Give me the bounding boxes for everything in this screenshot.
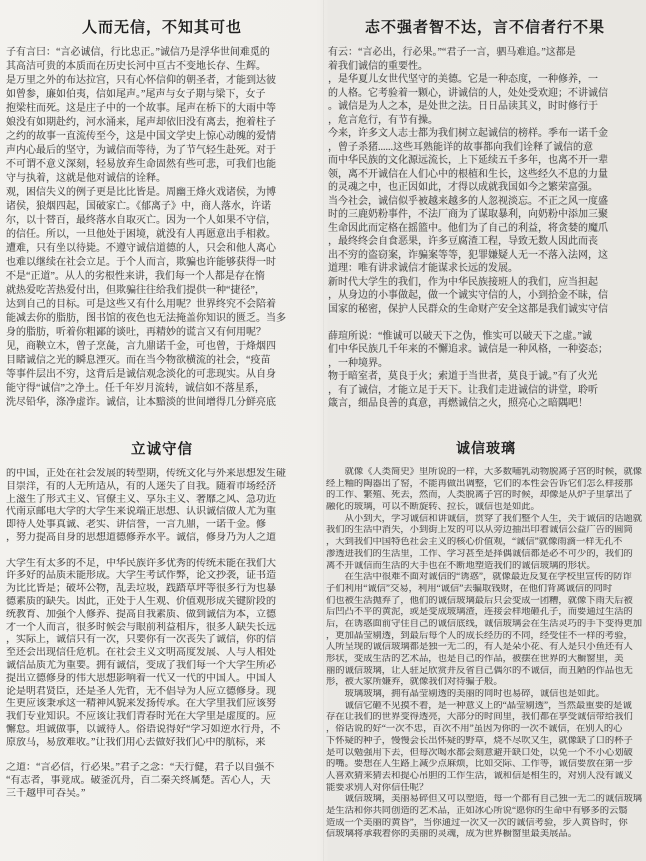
text-line: 统教育、加强个人修养、提高自我素质、做到诚信为本，立德 — [6, 608, 276, 620]
text-line: 上滋生了形式主义、官僚主义、享乐主义、奢靡之风、急功近 — [6, 493, 276, 505]
text-line: 守与执着，这就是他对诚信的诠释。 — [6, 173, 166, 184]
text-line: 子们利用“诚信”交易，利用“诚信”去骗取钱财，在他们背离诚信的同时 — [326, 583, 613, 594]
text-line: 们中华民族几千年来的不懈追求。诚信是一种风格，一种姿态； — [328, 344, 608, 355]
text-line: 大学生有太多的不足，中华民族许多优秀的传统未能在我们大 — [6, 557, 276, 569]
text-line — [328, 316, 642, 330]
text-line: “有志者，事竟成。破釜沉舟，百二秦关终属楚。苦心人，天 — [6, 775, 271, 787]
essay-title: 人而无信，不知其可也 — [81, 20, 242, 36]
text-line: 而中华民族的文化源远流长，上下延续五千多年，也离不开一辈 — [328, 155, 608, 166]
text-line: 之约的故事一直流传至今，这是中国文学史上惊心动魄的爱情 — [6, 131, 276, 142]
essay-body — [328, 46, 642, 411]
text-line: 为比比皆是；破坏公物，乱丢垃圾，践踏草坪等很多行为也暴 — [6, 583, 276, 595]
text-line: 物于暗室者，莫良于火；索道于当世者，莫良于诚。”有了火光 — [328, 371, 598, 382]
text-line: 至还会出现信任危机。在社会主义文明高度发展、人与人相处 — [6, 647, 276, 659]
text-line: 身的脂肪，听着你粗鄙的谈吐，再精妙的谎言又有何用呢？ — [6, 327, 266, 338]
text-line — [6, 545, 318, 558]
text-line: 经上釉的陶器出了窑，不能再做出调整，它们的本性会告诉它们怎么样接那 — [326, 478, 633, 489]
text-line: 诸侯，狼烟四起，国破家亡。《郁离子》中，商人落水，许诺 — [6, 201, 271, 212]
text-line: 诚信玻璃，美丽易碎但又可以塑造，每一个都有自己独一无二的诚信玻璃 — [326, 794, 643, 805]
text-line: ，一种境界。 — [328, 357, 388, 369]
text-line: 出不穷的盗窃案，诈骗案等等，犯罪嫌疑人无一不落入法网，这 — [328, 249, 608, 261]
text-line: 下怀疑的种子，慢慢会长出怀疑的野草，烧不尽吹又生，就像缺了口的杯子 — [326, 735, 633, 746]
text-line: 的工作、繁殖、死去，然而，人类脱离子宫的时候，却像是从炉子里拿出了 — [326, 490, 633, 501]
text-line: 见，商鞅立木，曾子烹彘，言九鼎诺千金，可也曾，于烽烟四 — [6, 341, 276, 352]
text-line: 融化的玻璃，可以不断旋转、拉长，诚信也是如此。 — [326, 502, 540, 513]
text-line: 达到自己的目标。可是这些又有什么用呢？世界终究不会陪着 — [6, 299, 276, 310]
text-line: 信玻璃将承载着你的美丽的灵魂，成为世界橱窗里最美展品。 — [326, 829, 578, 840]
text-line: 生命因此而定格在摇篮中。他们为了自己的利益，将贪婪的魔爪 — [328, 222, 608, 234]
text-line: 道理：唯有讲求诚信才能谋求长远的发展。 — [328, 263, 518, 274]
text-line: 目睹诚信之光的瞬息湮灭。而在当今物欲横流的社会，“疫苗 — [6, 355, 271, 366]
essay-bottom-left — [6, 438, 318, 801]
essay-title: 立诚守信 — [131, 442, 193, 458]
text-line: 生更应该秉承这一精神风貌来发扬传承。在大学里我们应该努 — [6, 698, 276, 710]
text-line: 才一个人而言，很多时候会与眼前利益相斥，很多人缺失长远 — [6, 621, 276, 633]
text-line: 人所呈现的诚信玻璃都是独一无二的，有人是朵小花、有人是只小鱼还有人 — [326, 642, 633, 653]
text-line: 从小到大，学习诚信和讲诚信，贯穿了我们整个人生，关于诚信的话题就 — [326, 513, 643, 524]
text-line: 领，离不开诚信在人们心中的根植和生长，这些经久不息的力量 — [328, 168, 608, 180]
text-line: 新时代大学生的我们，作为中华民族接班人的我们，应当担起 — [328, 276, 598, 288]
text-line: ，实际上，诚信只有一次，只要你有一次丧失了诚信，你的信 — [6, 634, 276, 646]
text-line: 也难以继续在社会立足。于个人而言，欺骗也许能够获得一时 — [6, 257, 276, 268]
text-line: 的中国，正处在社会发展的转型期，传统文化与外来思想发生碰 — [6, 468, 286, 479]
text-line: 。诚信是为人之本，是处世之法。日日品读其义，时时修行于 — [328, 101, 598, 112]
text-line: ，曾子杀猪......这些耳熟能详的故事都向我们诠释了诚信的意 — [328, 141, 593, 153]
text-line: 其高洁可贵的本质而在历史长河中亘古不变地长存、生辉。 — [6, 61, 266, 72]
text-line: 我们专业知识。不应该让我们青春时光在大学里是虚度的。应 — [6, 711, 276, 723]
text-line: 今来，许多文人志士都为我们树立起诚信的榜样。季布一诺千金 — [328, 128, 608, 139]
text-line: 离不开诚信而生活的大手也在不断地塑造我们的诚信玻璃的形状。 — [326, 560, 596, 571]
essay-top-left — [6, 16, 318, 410]
text-line — [6, 750, 318, 763]
essay-bottom-right — [326, 438, 646, 841]
text-line: 许多好的品质未能形成。大学生考试作弊，论文抄袭，证书造 — [6, 570, 276, 582]
text-line: 玻璃玻璃，拥有晶莹剔透的美丽的同时也易碎，诚信也是如此。 — [326, 689, 605, 700]
text-line: 的信任。所以，一旦他处于困境，就没有人再愿意出手相救。 — [6, 229, 276, 240]
text-line: ，有了诚信，才能立足于天下。让我们走进诚信的讲堂，聆听 — [328, 384, 598, 396]
text-line: 子有言曰：“言必诚信，行比忠正。”诚信乃是浮华世间难觅的 — [6, 47, 270, 58]
text-line: 形状，变成生活的艺术品，也是自己的作品，被摆在世界的大橱窗里，美 — [326, 654, 624, 664]
text-line: 娘没有如期赴约，河水涌来，尾声却依旧没有离去，抱着柱子 — [6, 117, 276, 128]
text-line: 如曾参，廉如伯夷，信如尾声。”尾声与女子期与梁下，女子 — [6, 89, 266, 100]
text-line: 是万里之外的布达拉宫，只有心怀信仰的朝圣者，才能到达彼 — [6, 75, 276, 86]
text-line: 箴言，细品良善的真意，再燃诚信之火，照亮心之暗隅吧！ — [328, 398, 588, 409]
text-line: ，危言危行，有节有操。 — [328, 114, 438, 126]
text-line: 的灵魂之中，也正因如此，才得以成就我国如今之繁荣富强。 — [328, 182, 598, 193]
text-line: 丽的诚信玻璃，让人驻足欣赏并反省自己偶尔的不诚信，而丑陋的作品也无 — [326, 665, 633, 676]
text-line: 是可以勉强用下去，但每次喝水都会刻意避开缺口处，以免一个不小心划破 — [326, 747, 633, 758]
essay-body — [326, 467, 646, 841]
text-line: 德素质的缺失。因此，正处于人生观、价值观形成关键阶段的 — [6, 595, 276, 607]
text-line: 就热爱吃苦热爱付出，但欺骗往往给我们提供一种“捷径”， — [6, 285, 265, 296]
text-line: 时的三鹿奶粉事件，不法厂商为了谋取暴利，向奶粉中添加三聚 — [328, 209, 608, 220]
text-line: 之道：“言必信，行必果。”君子之念：“天行健，君子以自强不 — [6, 762, 275, 774]
text-line: 存在让我们的世界变得透亮，大部分的时间里，我们都在享受诚信带给我们 — [326, 712, 633, 723]
text-line: 能要求别人对你信任呢？ — [326, 782, 429, 793]
text-line: ，俗话说的好“一次不忠，百次不用”虽因为你的一次不诚信，在别人的心 — [326, 724, 623, 735]
text-line: 等事件层出不穷，这背后是诚信观念淡化的可悲现实。从自身 — [6, 369, 276, 380]
text-line: 渗透进我们的生活里，工作、学习甚至是择偶诚信都是必不可少的，我们的 — [326, 548, 633, 559]
text-line: ，努力提高自身的思想道德修养水平。诚信，修身乃为人之道 — [6, 531, 276, 543]
text-line: 当今社会，诚信似乎被越来越多的人忽视淡忘。不正之风一度盛 — [328, 195, 608, 207]
text-line: 声内心最后的坚守，为诚信而等待，为了节气轻生赴死。对于 — [6, 145, 276, 156]
text-line: 的嘴。要想在人生路上减少点麻烦，比如交际、工作等，诚信要放在第一步 — [326, 759, 633, 770]
text-line: 提出立德修身的伟大思想影响着一代又一代的中国人。中国人 — [6, 672, 276, 684]
text-line: 们也被生活抛弃了，他们的诚信玻璃最后只会变成一团糟，就像下雨天后被 — [326, 595, 633, 606]
text-line: 不是“正道”。从人的劣根性来讲，我们每一个人都是存在惰 — [6, 271, 265, 282]
text-line: 尔，以十替百，最终落水自取灭亡。因为一个人如果不守信， — [6, 215, 276, 226]
text-line: 观，困信失义的例子更是比比皆是。周幽王烽火戏诸侯，为博 — [6, 187, 276, 198]
text-line: 原放马，易放难收。”让我们用心去做好我们心中的航标，来 — [6, 736, 266, 748]
text-line: 诚信品质尤为重要。拥有诚信，变成了我们每一个大学生所必 — [6, 659, 276, 671]
text-line: ，从身边的小事做起，做一个诚实守信的人，小到拾金不昧，信 — [328, 290, 608, 301]
text-line: 就像《人类简史》里所说的一样，大多数哺乳动物脱离子宫的时候，就像 — [326, 467, 643, 477]
text-line: 后，在诱惑面前守住自己的诚信底线，诚信玻璃会在生活灵巧的手下变得更加 — [326, 618, 643, 629]
text-line: 懈怠。坦诚做事，以诚待人。俗语说得好“学习如逆水行舟，不 — [6, 723, 281, 735]
text-line: 有云：“言必出，行必果。”“君子一言，驷马难追。”这都是 — [328, 47, 576, 58]
text-line: 即待人处事真诚、老实、讲信誉，一言九鼎，一诺千金。修 — [6, 519, 266, 531]
text-line: 人喜欢猜来猜去和提心吊胆的工作生活，诚和信是相生的，对别人没有诚义 — [326, 770, 633, 781]
essay-top-right — [328, 16, 642, 411]
text-line: 抱梁柱而死。这是庄子中的一个故事。尾声在桥下的大雨中等 — [6, 103, 276, 114]
text-line: 我们的生活中消失，小到街上发的可以从旁边抽出印着诚信公益广告的圆筒 — [326, 525, 633, 536]
text-line: 着我们诚信的重要性。 — [328, 60, 428, 72]
page-seam-divider — [323, 0, 324, 861]
text-line: 后凹凸不平的黄泥，或是变成玻璃渣，连接会样地砸孔子，而要通过生活的 — [326, 607, 633, 618]
text-line: 三千越甲可吞吴。” — [6, 787, 86, 799]
text-line: ，是华夏儿女世代坚守的美德。它是一种态度，一种修养，一 — [328, 74, 598, 85]
text-line: 不可谓不意义深刻，轻易放弃生命固然有些可悲，可我们也能 — [6, 159, 276, 170]
text-line: 造成一个美丽的黄昏”，当你通过一次又一次的诚信考验，步入黄昏时，你 — [326, 817, 628, 828]
text-line: ，大到我们中国特色社会主义的核心价值观，“诚信”就像雨滴一样无孔不 — [326, 537, 623, 548]
text-line: 在生活中很难不面对诚信的“诱惑”，就像最近反复在学校里宣传的防诈 — [326, 572, 632, 583]
text-line: 国家的秘密，保护人民群众的生命财产安全这都是我们诚实守信 — [328, 303, 608, 315]
text-line: 目崇洋，有的人无所适从，有的人迷失了自我。随着市场经济 — [6, 480, 276, 492]
text-line: 的人格。它考验着一颗心，讲诚信的人，处处受欢迎；不讲诚信 — [328, 87, 608, 99]
text-line: 能守得“诚信”之净土。任千年岁月流转，诚信如不落星系， — [6, 383, 265, 394]
text-line: 薛瑄所说：“惟诚可以破天下之伪，惟实可以破天下之虚。”诚 — [328, 330, 592, 342]
text-line: 诚信它砸不见摸不着，是一种意义上的“晶莹剔透”，当然最重要的是诚 — [326, 700, 632, 711]
essay-title: 诚信玻璃 — [456, 442, 516, 457]
essay-body — [6, 46, 318, 410]
text-line: 能减去你的脂肪，图书馆的夜色也无法掩盖你知识的匮乏。当多 — [6, 313, 286, 324]
text-line: ，更加晶莹剔透，到最后每个人的成长经历的不同，经受住不一样的考验， — [326, 630, 633, 641]
text-line: 是生活和你共同创造的艺术品，正如冰心所说“愿你的生命中有够多的云翳 — [326, 805, 628, 816]
text-line: ，最终终会自食恶果，许多豆腐渣工程，导致无数人因此而丧 — [328, 236, 598, 247]
text-line: 遭难，只有坐以待毙。不遵守诚信道德的人，只会和他人离心 — [6, 243, 276, 254]
text-line: 形，被大家所嫌弃，就像我们对待骗子般。 — [326, 677, 503, 688]
essay-title: 志不强者智不达，言不信者行不果 — [364, 20, 605, 36]
text-line: 洗尽铅华，涤净虚诈。诚信，让本黯淡的世间增得几分鲜亮底 — [6, 397, 276, 408]
text-line: 论是明君贤臣，还是圣人先哲，无不倡导为人应立德修身。现 — [6, 685, 276, 697]
essay-body — [6, 468, 318, 801]
text-line: 代南京邮电大学的大学生来说端正思想、认识诚信做人尤为重 — [6, 506, 276, 518]
